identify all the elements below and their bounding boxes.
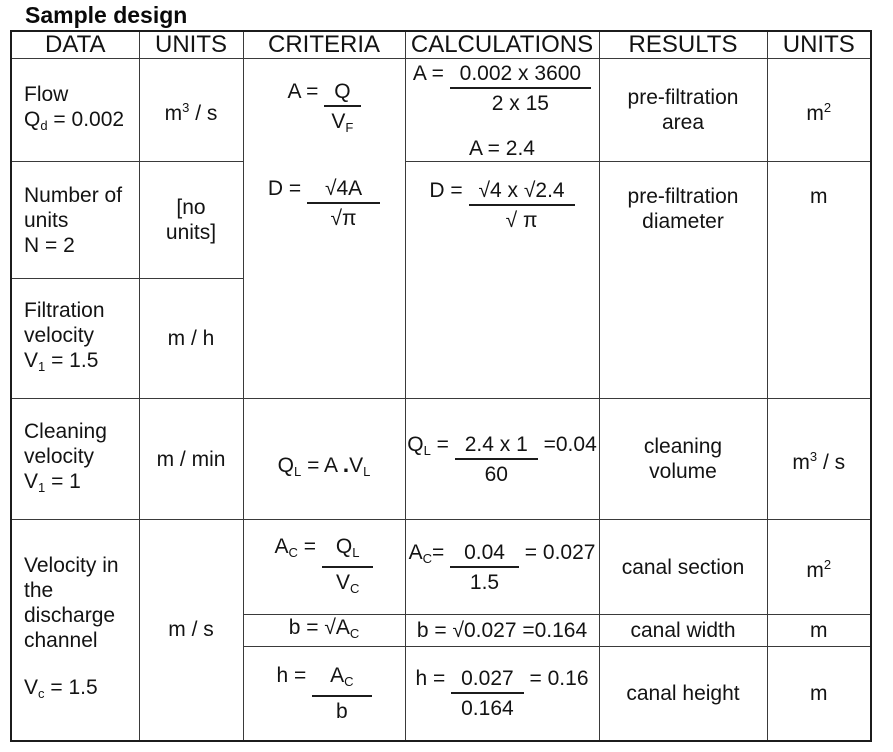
fraction-denominator: VF (331, 110, 354, 135)
fraction-numerator: Q (324, 79, 360, 107)
subscript: L (352, 544, 360, 560)
fraction (469, 178, 575, 233)
fraction-denominator: 1.5 (469, 570, 500, 594)
cell-criteria-canal-height (243, 647, 405, 741)
fraction (307, 176, 380, 231)
text-line: Velocity in (24, 554, 119, 578)
cell-criteria-canal-width: b = √AC (243, 615, 405, 647)
cell-units-no-units (139, 162, 243, 279)
subscript: C (349, 626, 360, 641)
fraction-denominator: VC (335, 570, 360, 596)
text-line: cleaning (643, 435, 723, 458)
sample-design-table (10, 30, 872, 742)
text-line: [no (176, 196, 206, 219)
cell-result-canal-height: canal height (599, 647, 767, 741)
subscript: C (422, 550, 432, 566)
text-line: Vc = 1.5 (24, 676, 98, 702)
cell-result-canal-section: canal section (599, 520, 767, 615)
cell-result-prefiltration-area (599, 59, 767, 162)
text-line: Qd = 0.002 (24, 108, 125, 133)
text-line: discharge (24, 604, 116, 628)
cell-units-m-per-min: m / min (139, 399, 243, 520)
fraction-numerator: QL (322, 534, 374, 568)
fraction-numerator: 0.002 x 3600 (450, 61, 591, 89)
fraction-denominator: 2 x 15 (491, 92, 549, 115)
row-cleaning-velocity (11, 399, 871, 520)
subscript: c (38, 686, 45, 702)
fraction (450, 61, 591, 116)
subscript: C (288, 544, 298, 560)
text-line: V1 = 1 (24, 469, 81, 495)
text-line: Filtration (24, 299, 105, 322)
subscript: L (423, 442, 431, 458)
criteria-diameter-formula: D = $\frac{√4A}{√\pi}$ (244, 176, 405, 231)
fraction (324, 79, 360, 140)
subscript: C (344, 673, 354, 689)
fraction (322, 534, 374, 601)
calc-area-result: A = 2.4 (469, 137, 535, 160)
text-line: pre-filtration (627, 86, 739, 109)
fraction-numerator: 0.04 (450, 540, 519, 568)
text-line: Flow (24, 83, 69, 106)
cell-units-m-per-s: m / s (139, 520, 243, 741)
cell-units-m-per-h: m / h (139, 279, 243, 399)
header-row (11, 31, 871, 59)
calc-diameter-formula: D = $\frac{√4 x √2.4}{√ \pi}$ (406, 178, 599, 233)
text-line: velocity (24, 444, 95, 468)
row-number-of-units (11, 162, 871, 279)
cell-units-canal-section: $m^2$ (767, 520, 871, 615)
row-flow (11, 59, 871, 162)
cell-calc-cleaning-volume (405, 399, 599, 520)
cell-data-number-of-units (11, 162, 139, 279)
fraction-numerator: 0.027 (451, 666, 524, 694)
cell-result-canal-width: canal width (599, 615, 767, 647)
subscript: C (349, 580, 360, 596)
fraction-denominator: 60 (484, 462, 508, 486)
fraction (451, 666, 524, 721)
column-header-data: DATA (11, 31, 139, 59)
cell-data-filtration-velocity (11, 279, 139, 399)
cell-criteria-area-diameter (243, 59, 405, 399)
cell-units-m: m (767, 162, 871, 399)
cell-units-m2: $m^2$ (767, 59, 871, 162)
text-line: N = 2 (24, 233, 75, 257)
superscript: 2 (823, 556, 832, 572)
fraction-denominator: 0.164 (461, 696, 514, 720)
subscript: F (345, 120, 354, 135)
text-line: V1 = 1.5 (24, 349, 99, 374)
calc-canal-height-formula: h = $\frac{0.027}{0.164}$ = 0.16 (415, 666, 589, 720)
fraction (450, 540, 519, 595)
fraction-denominator: √ π (505, 209, 538, 232)
superscript: 2 (823, 99, 832, 115)
cell-result-prefiltration-diameter (599, 162, 767, 399)
superscript: 3 (182, 99, 190, 115)
text-line: diameter (642, 210, 724, 233)
text-line: the (24, 579, 54, 603)
fraction-denominator: b (335, 699, 348, 723)
fraction-numerator: 2.4 x 1 (455, 432, 538, 460)
subscript: L (294, 464, 302, 479)
cell-calc-diameter (405, 162, 599, 399)
subscript: L (363, 464, 371, 479)
fraction (312, 663, 371, 724)
text-line: pre-filtration (627, 185, 739, 208)
text-line: area (661, 111, 705, 134)
cell-result-cleaning-volume (599, 399, 767, 520)
column-header-units-right: UNITS (767, 31, 871, 59)
calc-canal-section-formula: AC= $\frac{0.04}{1.5}$ = 0.027 (408, 540, 596, 594)
text-line: Cleaning (24, 419, 107, 443)
subscript: d (40, 118, 48, 133)
cell-data-cleaning-velocity (11, 399, 139, 520)
cell-data-flow (11, 59, 139, 162)
row-canal-section (11, 520, 871, 615)
text-line: units] (165, 221, 217, 244)
cell-units-canal-height: m (767, 647, 871, 741)
cell-calc-canal-height (405, 647, 599, 741)
fraction-denominator: √π (330, 207, 357, 230)
criteria-canal-section-formula: AC = $\frac{QL}{VC}$ (244, 534, 405, 601)
cell-calc-area (405, 59, 599, 162)
page-title: Sample design (25, 2, 188, 28)
column-header-units: UNITS (139, 31, 243, 59)
multiplication-dot: . (342, 451, 350, 477)
cell-calc-canal-width: b = √0.027 =0.164 (405, 615, 599, 647)
cell-units-flow: $m^3$ / s (139, 59, 243, 162)
cell-criteria-cleaning-volume (243, 399, 405, 520)
cell-calc-canal-section (405, 520, 599, 615)
cell-units-canal-width: m (767, 615, 871, 647)
calc-area-formula: A = $\frac{0.002 x 3600}{2 x 15}$ (406, 61, 599, 116)
column-header-results: RESULTS (599, 31, 767, 59)
fraction-numerator: AC (312, 663, 371, 697)
text-line: units (24, 208, 69, 232)
criteria-canal-height-formula: h = $\frac{AC}{b}$ (244, 663, 405, 724)
cell-units-m3-per-s: $m^3$ / s (767, 399, 871, 520)
column-header-criteria: CRITERIA (243, 31, 405, 59)
subscript: 1 (38, 359, 46, 374)
fraction-numerator: √4A (307, 176, 380, 204)
criteria-cleaning-formula: QL = A .VL (277, 451, 371, 479)
superscript: 3 (809, 448, 818, 464)
fraction (455, 432, 538, 487)
column-header-calculations: CALCULATIONS (405, 31, 599, 59)
subscript: 1 (38, 479, 46, 495)
text-line: velocity (24, 324, 95, 347)
calc-cleaning-formula: QL = $\frac{2.4 x 1}{60}$ =0.04 (407, 432, 597, 486)
cell-data-discharge-velocity (11, 520, 139, 741)
text-line: channel (24, 629, 98, 653)
fraction-numerator: √4 x √2.4 (469, 178, 575, 206)
criteria-area-formula: A = $\frac{Q}{VF}$ (244, 79, 405, 140)
text-line: volume (649, 460, 717, 483)
text-line: Number of (24, 183, 123, 207)
cell-criteria-canal-section (243, 520, 405, 615)
